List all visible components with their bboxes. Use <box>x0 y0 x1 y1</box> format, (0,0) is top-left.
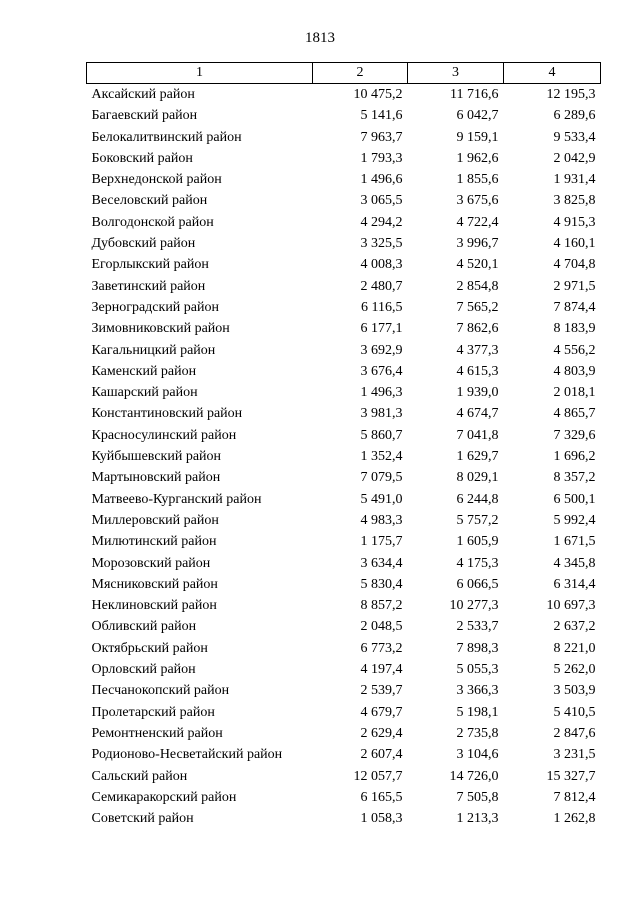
value-col-3: 5 757,2 <box>456 512 499 528</box>
value-col-4: 6 289,6 <box>553 108 596 124</box>
table-row <box>87 489 601 510</box>
value-col-4: 2 018,1 <box>553 385 596 401</box>
value-col-2: 2 539,7 <box>360 683 403 699</box>
table-row <box>87 723 601 744</box>
value-col-4: 7 812,4 <box>553 789 596 805</box>
district-name: Мясниковский район <box>91 576 218 592</box>
table-row <box>87 467 601 488</box>
table-row <box>87 574 601 595</box>
value-col-3: 3 104,6 <box>456 747 499 763</box>
value-col-3: 7 862,6 <box>456 321 499 337</box>
header-row <box>87 63 601 84</box>
table-row <box>87 680 601 701</box>
value-col-2: 12 057,7 <box>353 768 403 784</box>
value-col-4: 4 915,3 <box>553 214 596 230</box>
district-name: Куйбышевский район <box>91 449 222 465</box>
table-row <box>87 531 601 552</box>
district-name: Неклиновский район <box>91 598 217 614</box>
value-col-2: 1 058,3 <box>360 811 403 827</box>
value-col-2: 7 079,5 <box>360 470 403 486</box>
table-row <box>87 446 601 467</box>
value-col-2: 4 294,2 <box>360 214 403 230</box>
value-col-2: 10 475,2 <box>353 87 403 102</box>
value-col-4: 2 971,5 <box>553 278 596 294</box>
table-row <box>87 616 601 637</box>
table-row <box>87 190 601 211</box>
table-row <box>87 233 601 254</box>
value-col-2: 4 008,3 <box>360 257 403 273</box>
table-row <box>87 318 601 339</box>
table-row <box>87 105 601 126</box>
value-col-3: 3 996,7 <box>456 236 499 252</box>
value-col-4: 2 637,2 <box>553 619 596 635</box>
value-col-4: 1 671,5 <box>553 534 596 550</box>
value-col-4: 5 410,5 <box>553 704 596 720</box>
value-col-2: 3 692,9 <box>360 342 403 358</box>
value-col-4: 1 262,8 <box>553 811 596 827</box>
table-row <box>87 297 601 318</box>
value-col-2: 2 629,4 <box>360 725 403 741</box>
value-col-4: 5 992,4 <box>553 512 596 528</box>
value-col-2: 6 773,2 <box>360 640 403 656</box>
district-name: Волгодонской район <box>91 214 214 230</box>
header-col-2: 2 <box>313 63 408 84</box>
value-col-2: 3 634,4 <box>360 555 403 571</box>
district-name: Зерноградский район <box>91 299 219 315</box>
value-col-2: 5 860,7 <box>360 427 403 443</box>
district-name: Аксайский район <box>91 87 195 102</box>
district-name: Кашарский район <box>91 385 198 401</box>
value-col-3: 11 716,6 <box>450 87 499 102</box>
value-col-4: 8 221,0 <box>553 640 596 656</box>
table-row <box>87 659 601 680</box>
table-row <box>87 787 601 808</box>
value-col-3: 5 055,3 <box>456 662 499 678</box>
table-row <box>87 744 601 765</box>
value-col-3: 2 735,8 <box>456 725 499 741</box>
value-col-3: 2 854,8 <box>456 278 499 294</box>
header-col-3: 3 <box>408 63 504 84</box>
value-col-4: 12 195,3 <box>546 87 596 102</box>
value-col-4: 1 931,4 <box>553 172 596 188</box>
table-row <box>87 127 601 148</box>
district-name: Орловский район <box>91 662 196 678</box>
value-col-2: 1 793,3 <box>360 150 403 166</box>
district-name: Боковский район <box>91 150 193 166</box>
value-col-2: 3 325,5 <box>360 236 403 252</box>
value-col-3: 9 159,1 <box>456 129 499 145</box>
table-row <box>87 595 601 616</box>
value-col-2: 4 679,7 <box>360 704 403 720</box>
value-col-4: 9 533,4 <box>553 129 596 145</box>
district-name: Обливский район <box>91 619 197 635</box>
district-name: Пролетарский район <box>91 704 215 720</box>
value-col-4: 6 314,4 <box>553 576 596 592</box>
table-row <box>87 361 601 382</box>
value-col-2: 1 496,3 <box>360 385 403 401</box>
value-col-3: 14 726,0 <box>449 768 499 784</box>
district-name: Дубовский район <box>91 236 196 252</box>
value-col-3: 7 041,8 <box>456 427 499 443</box>
value-col-3: 8 029,1 <box>456 470 499 486</box>
value-col-3: 4 722,4 <box>456 214 499 230</box>
table-row <box>87 276 601 297</box>
district-name: Кагальницкий район <box>91 342 216 358</box>
value-col-3: 3 366,3 <box>456 683 499 699</box>
value-col-4: 7 329,6 <box>553 427 596 443</box>
value-col-4: 4 345,8 <box>553 555 596 571</box>
table-body <box>87 84 601 830</box>
header-col-1: 1 <box>87 63 313 84</box>
header-col-4: 4 <box>504 63 601 84</box>
value-col-3: 7 505,8 <box>456 789 499 805</box>
value-col-2: 6 116,5 <box>361 299 403 315</box>
table-row <box>87 638 601 659</box>
district-name: Каменский район <box>91 363 197 379</box>
value-col-3: 6 066,5 <box>456 576 499 592</box>
value-col-4: 3 231,5 <box>553 747 596 763</box>
value-col-4: 3 825,8 <box>553 193 596 209</box>
value-col-3: 4 674,7 <box>456 406 499 422</box>
district-name: Семикаракорский район <box>91 789 237 805</box>
table-row <box>87 510 601 531</box>
table-header <box>87 63 601 84</box>
district-name: Песчанокопский район <box>91 683 230 699</box>
district-name: Родионово-Несветайский район <box>91 747 283 763</box>
value-col-4: 2 847,6 <box>553 725 596 741</box>
district-name: Морозовский район <box>91 555 211 571</box>
district-name: Константиновский район <box>91 406 243 422</box>
value-col-2: 5 141,6 <box>360 108 403 124</box>
value-col-3: 7 565,2 <box>456 299 499 315</box>
value-col-4: 15 327,7 <box>546 768 596 784</box>
value-col-2: 7 963,7 <box>360 129 403 145</box>
value-col-3: 4 520,1 <box>456 257 499 273</box>
district-name: Матвеево-Курганский район <box>91 491 262 507</box>
district-name: Сальский район <box>91 768 188 784</box>
table-row <box>87 808 601 829</box>
value-col-3: 1 213,3 <box>456 811 499 827</box>
district-name: Белокалитвинский район <box>91 129 242 145</box>
value-col-2: 4 983,3 <box>360 512 403 528</box>
value-col-2: 6 165,5 <box>360 789 403 805</box>
district-name: Октябрьский район <box>91 640 208 656</box>
district-name: Советский район <box>91 811 194 827</box>
district-name: Егорлыкский район <box>91 257 209 273</box>
value-col-2: 3 065,5 <box>360 193 403 209</box>
value-col-3: 2 533,7 <box>456 619 499 635</box>
value-col-3: 6 244,8 <box>456 491 499 507</box>
value-col-2: 6 177,1 <box>360 321 403 337</box>
table-row <box>87 254 601 275</box>
budget-table <box>86 62 601 829</box>
value-col-2: 1 352,4 <box>360 449 403 465</box>
table-row <box>87 340 601 361</box>
value-col-2: 2 480,7 <box>360 278 403 294</box>
value-col-4: 6 500,1 <box>553 491 596 507</box>
table-row <box>87 553 601 574</box>
value-col-2: 8 857,2 <box>360 598 403 614</box>
value-col-3: 1 962,6 <box>456 150 499 166</box>
value-col-3: 6 042,7 <box>456 108 499 124</box>
value-col-4: 10 697,3 <box>546 598 596 614</box>
district-name: Ремонтненский район <box>91 725 223 741</box>
value-col-2: 3 676,4 <box>360 363 403 379</box>
value-col-3: 1 629,7 <box>456 449 499 465</box>
value-col-4: 7 874,4 <box>553 299 596 315</box>
value-col-3: 1 939,0 <box>456 385 499 401</box>
table-row <box>87 425 601 446</box>
value-col-4: 4 556,2 <box>553 342 596 358</box>
value-col-2: 5 491,0 <box>360 491 403 507</box>
district-name: Красносулинский район <box>91 427 237 443</box>
table-row <box>87 169 601 190</box>
district-name: Миллеровский район <box>91 512 219 528</box>
district-name: Милютинский район <box>91 534 217 550</box>
table-row <box>87 148 601 169</box>
district-name: Веселовский район <box>91 193 208 209</box>
value-col-3: 1 855,6 <box>456 172 499 188</box>
value-col-2: 3 981,3 <box>360 406 403 422</box>
value-col-4: 2 042,9 <box>553 150 596 166</box>
value-col-4: 8 357,2 <box>553 470 596 486</box>
district-name: Заветинский район <box>91 278 206 294</box>
value-col-4: 4 160,1 <box>553 236 596 252</box>
value-col-4: 8 183,9 <box>553 321 596 337</box>
table-row <box>87 702 601 723</box>
value-col-3: 1 605,9 <box>456 534 499 550</box>
value-col-3: 4 377,3 <box>456 342 499 358</box>
value-col-4: 1 696,2 <box>553 449 596 465</box>
district-name: Багаевский район <box>91 108 198 124</box>
value-col-3: 3 675,6 <box>456 193 499 209</box>
value-col-4: 4 865,7 <box>553 406 596 422</box>
value-col-3: 5 198,1 <box>456 704 499 720</box>
value-col-2: 4 197,4 <box>360 662 403 678</box>
value-col-2: 2 048,5 <box>360 619 403 635</box>
value-col-4: 4 704,8 <box>553 257 596 273</box>
district-name: Зимовниковский район <box>91 321 230 337</box>
district-name: Мартыновский район <box>91 470 221 486</box>
value-col-3: 7 898,3 <box>456 640 499 656</box>
value-col-2: 2 607,4 <box>360 747 403 763</box>
value-col-2: 1 496,6 <box>360 172 403 188</box>
page-number: 1813 <box>305 30 335 46</box>
value-col-3: 10 277,3 <box>449 598 499 614</box>
value-col-3: 4 175,3 <box>456 555 499 571</box>
value-col-4: 5 262,0 <box>553 662 596 678</box>
value-col-4: 4 803,9 <box>553 363 596 379</box>
value-col-2: 5 830,4 <box>360 576 403 592</box>
table-row <box>87 766 601 787</box>
table-row <box>87 403 601 424</box>
district-name: Верхнедонской район <box>91 172 222 188</box>
table-row <box>87 382 601 403</box>
table-row <box>87 84 601 106</box>
value-col-3: 4 615,3 <box>456 363 499 379</box>
table-row <box>87 212 601 233</box>
value-col-2: 1 175,7 <box>360 534 403 550</box>
value-col-4: 3 503,9 <box>553 683 596 699</box>
